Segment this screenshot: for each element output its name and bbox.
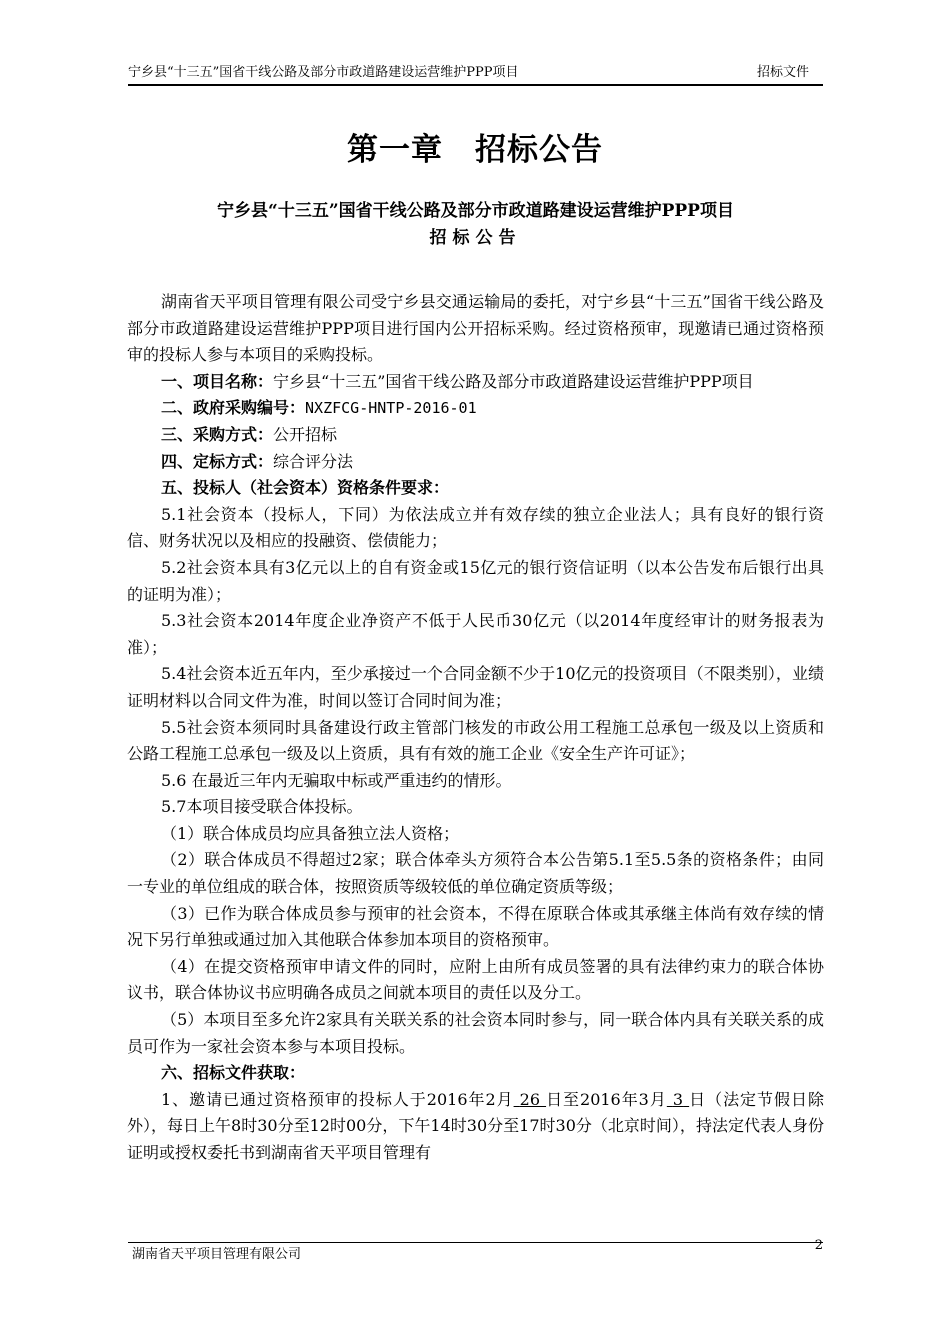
- obtain-paragraph: [127, 1087, 824, 1167]
- document-body: [127, 289, 824, 1167]
- obtain-text: 1、邀请已通过资格预审的投标人于2016年2月: [161, 1089, 514, 1109]
- qualification-item: 5.2社会资本具有3亿元以上的自有资金或15亿元的银行资信证明（以本公告发布后银行出具的证明为准）；: [127, 557, 824, 604]
- header-project-name: 宁乡县“十三五”国省干线公路及部分市政道路建设运营维护PPP项目: [128, 65, 519, 80]
- consortium-item: （3）已作为联合体成员参与预审的社会资本，不得在原联合体或其承继主体尚有效存续的情况下另行单独或通过加入其他联合体参加本项目的资格预审。: [127, 903, 824, 950]
- consortium-item: （4）在提交资格预审申请文件的同时，应附上由所有成员签署的具有法律约束力的联合体协议书，联合体协议书应明确各成员之间就本项目的责任以及分工。: [127, 956, 824, 1003]
- section-value: 综合评分法: [273, 451, 354, 471]
- section-label: 二、政府采购编号：: [161, 398, 306, 418]
- section-label: 五、投标人（社会资本）资格条件要求：: [161, 478, 450, 498]
- qualification-item: 5.1社会资本（投标人，下同）为依法成立并有效存续的独立企业法人；具有良好的银行资信、财务状况以及相应的投融资、偿债能力；: [127, 504, 824, 551]
- consortium-item: （1）联合体成员均应具备独立法人资格；: [161, 823, 460, 843]
- section-label: 三、采购方式：: [161, 424, 274, 444]
- obtain-text: 日至2016年3月: [546, 1089, 667, 1109]
- section-value: 宁乡县“十三五”国省干线公路及部分市政道路建设运营维护PPP项目: [273, 371, 754, 391]
- section-label: 四、定标方式：: [161, 451, 274, 471]
- section-procurement-number: [127, 395, 824, 422]
- qualification-item: 5.6 在最近三年内无骗取中标或严重违约的情形。: [161, 770, 512, 790]
- chapter-title: 第一章 招标公告: [347, 132, 603, 168]
- page-footer: [128, 1238, 823, 1262]
- consortium-item: （5）本项目至多允许2家具有关联关系的社会资本同时参与，同一联合体内具有关联关系的成员可作为一家社会资本参与本项目投标。: [127, 1010, 824, 1056]
- section-label: 一、项目名称：: [161, 371, 274, 391]
- footer-company: 湖南省天平项目管理有限公司: [132, 1247, 302, 1262]
- page-header: [128, 64, 823, 86]
- section-value: NXZFCG-HNTP-2016-01: [305, 399, 477, 418]
- obtain-start-day: 26: [519, 1089, 540, 1109]
- section-qualification-heading: [127, 475, 824, 502]
- obtain-text: 日（法定节假日除外），每日上午8时30分至12时00分，下午14时30分至17时30分（北京时间），持法定代表人身份证明或授权委托书到湖南省天平项目管理有: [127, 1089, 824, 1162]
- qualification-item: 5.5社会资本须同时具备建设行政主管部门核发的市政公用工程施工总承包一级及以上资质和公路工程施工总承包一级及以上资质，具有有效的施工企业《安全生产许可证》；: [127, 717, 824, 764]
- section-project-name: [127, 369, 824, 396]
- section-obtain-heading: [127, 1060, 824, 1087]
- consortium-item: （2）联合体成员不得超过2家；联合体牵头方须符合本公告第5.1至5.5条的资格条件；由同一专业的单位组成的联合体，按照资质等级较低的单位确定资质等级；: [127, 850, 824, 897]
- announcement-project-title: 宁乡县“十三五”国省干线公路及部分市政道路建设运营维护PPP项目: [217, 201, 734, 221]
- section-value: 公开招标: [273, 424, 338, 444]
- intro-paragraph: 湖南省天平项目管理有限公司受宁乡县交通运输局的委托，对宁乡县“十三五”国省干线公路及部分市政道路建设运营维护PPP项目进行国内公开招标采购。经过资格预审，现邀请已通过资格预审的投标人参与本项目的采购投标。: [127, 292, 824, 365]
- section-label: 六、招标文件获取：: [161, 1063, 306, 1083]
- page-number: 2: [814, 1238, 823, 1253]
- section-procurement-method: [127, 422, 824, 449]
- announcement-heading: 招标公告: [429, 228, 522, 248]
- qualification-item: 5.7本项目接受联合体投标。: [161, 797, 363, 817]
- header-doc-type: 招标文件: [756, 65, 809, 80]
- qualification-item: 5.4社会资本近五年内，至少承接过一个合同金额不少于10亿元的投资项目（不限类别），业绩证明材料以合同文件为准，时间以签订合同时间为准；: [127, 664, 824, 710]
- obtain-end-day: 3: [672, 1089, 684, 1109]
- section-award-method: [127, 449, 824, 476]
- qualification-item: 5.3社会资本2014年度企业净资产不低于人民币30亿元（以2014年度经审计的财务报表为准）；: [127, 611, 824, 657]
